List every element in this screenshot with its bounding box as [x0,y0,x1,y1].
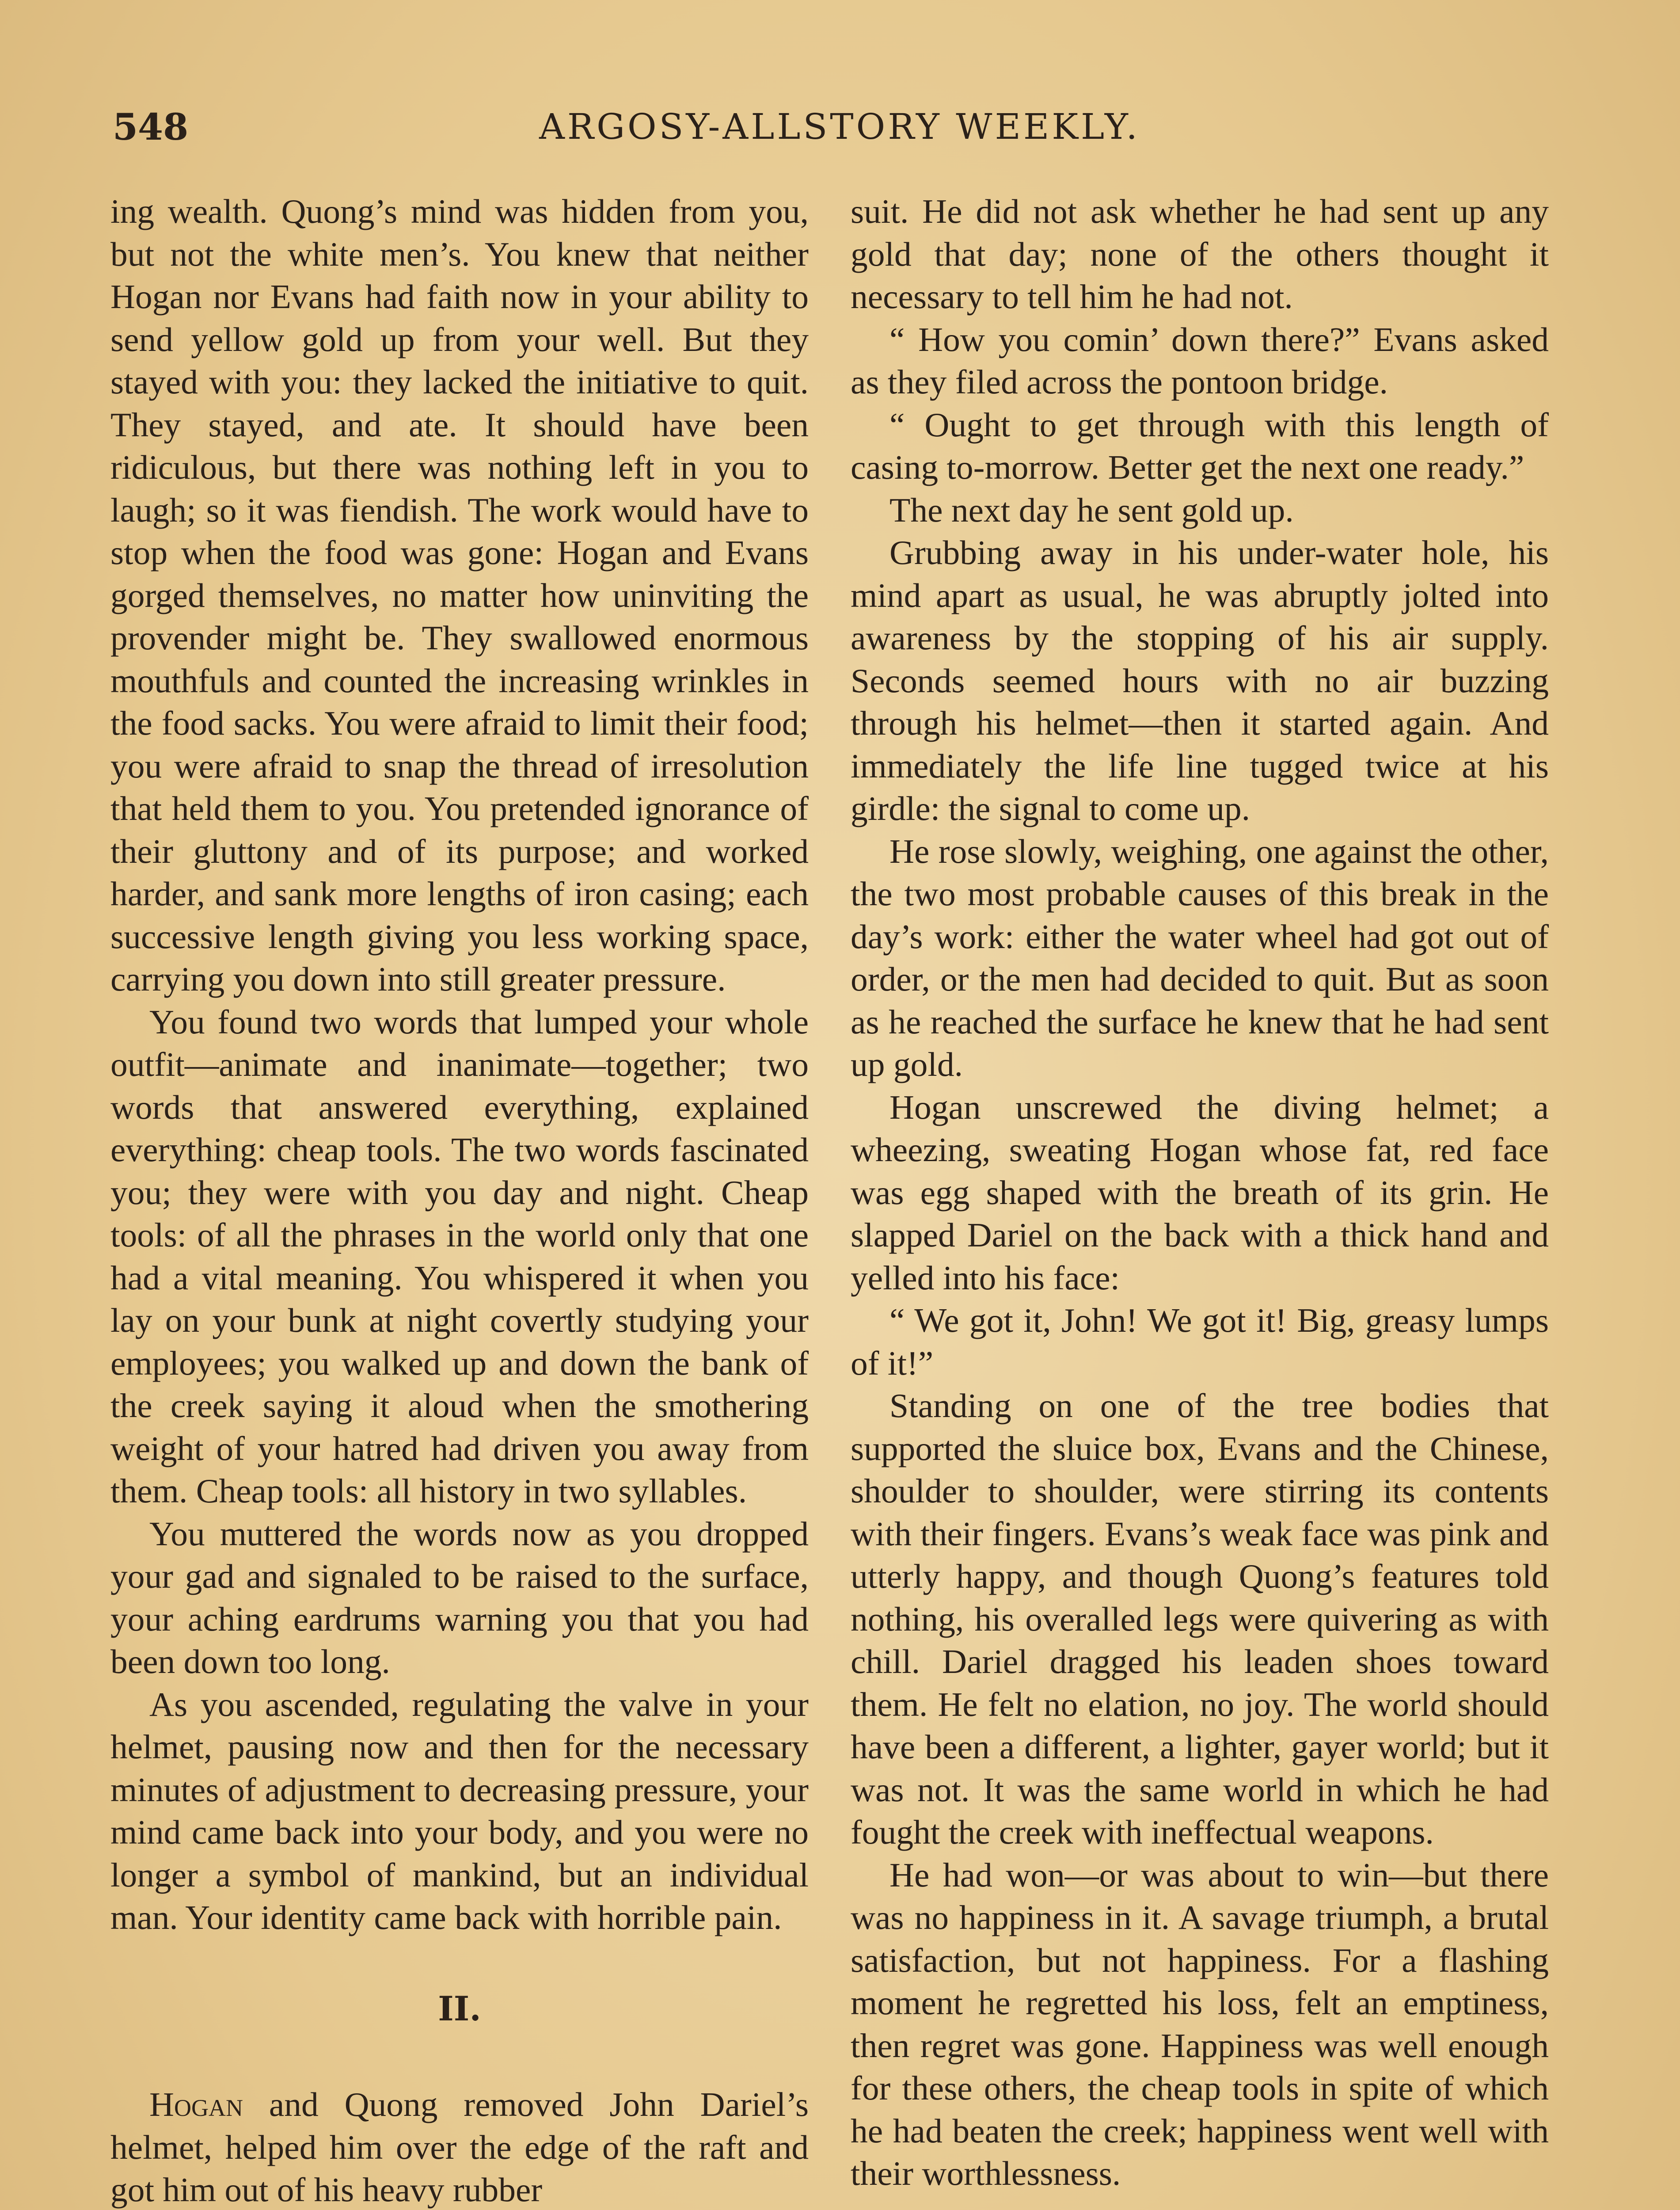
paragraph-text: and Quong removed John Dariel’s helmet, helped him over the edge of the raft and got him out of his heavy rubber [110,2085,809,2209]
paragraph: “ We got it, John! We got it! Big, greasy lumps of it!” [851,1301,1549,1382]
paragraph [110,2083,809,2210]
paragraph: You found two words that lumped your whole outfit—animate and inanimate—together; two words that answered everything, explained everything: cheap tools. The two words fascinated you; they were with you day and night. Cheap tools: of all the phrases in the world only that one had a vital meaning. You whispered it when you lay on your bunk at night covertly studying your employees; you walked up and down the bank of the creek saying it aloud when the smothering weight of your hatred had driven you away from them. Cheap tools: all history in two syllables. [110,1002,809,1510]
paragraph: Standing on one of the tree bodies that supported the sluice box, Evans and the Chinese, shoulder to shoulder, were stirring its contents with their fingers. Evans’s weak face was pink and utterly happy, and though Quong’s features told nothing, his overalled legs were quivering as with chill. Dariel dragged his leaden shoes toward them. He felt no elation, no joy. The world should have been a different, a lighter, gayer world; but it was not. It was the same world in which he had fought the creek with ineffectual weapons. [851,1387,1549,1851]
paragraph: As you ascended, regulating the valve in your helmet, pausing now and then for the necessary minutes of adjustment to decreasing pressure, your mind came back into your body, and you were no longer a symbol of mankind, but an individual man. Your identity came back with horrible pain. [110,1685,809,1936]
paragraph: Grubbing away in his under-water hole, his mind apart as usual, he was abruptly jolted into awareness by the stopping of his air supply. Seconds seemed hours with no air buzzing through his helmet—then it started again. And immediately the life line tugged twice at his girdle: the signal to come up. [851,533,1549,827]
paragraph: Hogan unscrewed the diving helmet; a wheezing, sweating Hogan whose fat, red face was egg shaped with the breath of its grin. He slapped Dariel on the back with a thick hand and yelled into his face: [851,1088,1549,1297]
left-column [110,190,809,2210]
section-heading: II. [438,1989,481,2028]
paragraph: ing wealth. Quong’s mind was hidden from you, but not the white men’s. You knew that neither Hogan nor Evans had faith now in your ability to send yellow gold up from your well. But they stayed with you: they lacked the initiative to quit. They stayed, and ate. It should have been ridiculous, but there was nothing left in you to laugh; so it was fiendish. The work would have to stop when the food was gone: Hogan and Evans gorged themselves, no matter how uninviting the provender might be. They swallowed enormous mouthfuls and counted the increasing wrinkles in the food sacks. You were afraid to limit their food; you were afraid to snap the thread of irresolution that held them to you. You pretended ignorance of their gluttony and of its purpose; and worked harder, and sank more lengths of iron casing; each successive length giving you less working space, carrying you down into still greater pressure. [110,192,809,998]
paragraph: suit. He did not ask whether he had sent up any gold that day; none of the others thought it necessary to tell him he had not. [851,192,1549,316]
paragraph: He had won—or was about to win—but there was no happiness in it. A savage triumph, a brutal satisfaction, but not happiness. For a flashing moment he regretted his loss, felt an emptiness, then regret was gone. Happiness was well enough for these others, the cheap tools in spite of which he had beaten the creek; happiness went well with their worthlessness. [851,1856,1549,2192]
section-lead-word: Hogan [149,2085,243,2123]
paragraph: The next day he sent gold up. [889,491,1294,529]
page-header [113,106,1566,164]
paragraph: He rose slowly, weighing, one against the other, the two most probable causes of this break in the day’s work: either the water wheel had got out of order, or the men had decided to quit. But as soon as he reached the surface he knew that he had sent up gold. [851,832,1549,1083]
paragraph: You muttered the words now as you dropped your gad and signaled to be raised to the surface, your aching eardrums warning you that you had been down too long. [110,1514,809,1680]
page-number: 548 [113,106,189,149]
paragraph: “ Ought to get through with this length of casing to-morrow. Better get the next one ready.” [851,405,1549,486]
paragraph: “ How you comin’ down there?” Evans asked as they filed across the pontoon bridge. [851,320,1549,401]
running-head: ARGOSY-ALLSTORY WEEKLY. [539,106,1140,147]
right-column [851,190,1549,2195]
